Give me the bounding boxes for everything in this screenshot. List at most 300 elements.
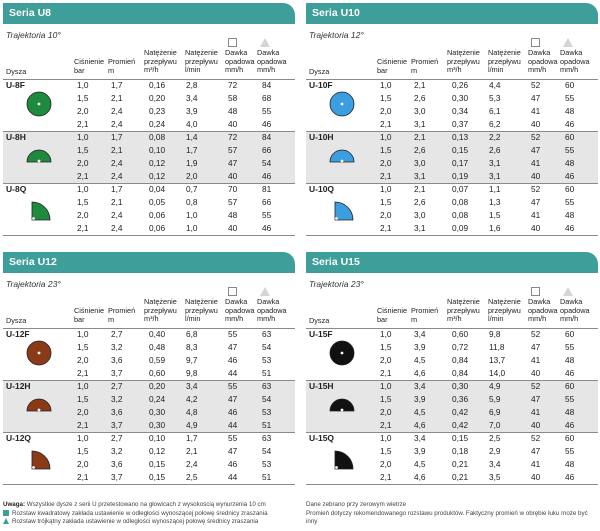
table-cell: 0,24	[149, 119, 166, 129]
table-cell: 55	[228, 329, 238, 339]
column-header-text: Promień m	[108, 57, 136, 75]
table-cell: 0,08	[149, 132, 166, 142]
column-header-text: Ciśnienie bar	[377, 57, 408, 75]
table-cell: 2,4	[111, 171, 123, 181]
column-header-cisnienie	[74, 58, 104, 75]
column-header-text: Natężenie przepływu l/min	[185, 297, 218, 324]
series-panel	[306, 252, 598, 500]
table-cell: 51	[262, 368, 272, 378]
nozzle-group	[306, 328, 598, 380]
table-cell: 2,1	[77, 368, 89, 378]
table-cell: 2,5	[186, 472, 198, 482]
table-cell: 0,17	[452, 158, 469, 168]
table-row	[3, 380, 295, 393]
table-cell: 3,7	[111, 368, 123, 378]
table-cell: 2,7	[111, 329, 123, 339]
table-cell: 60	[565, 381, 575, 391]
table-cell: 0,16	[149, 80, 166, 90]
table-cell: 3,6	[111, 407, 123, 417]
nozzle-group	[3, 183, 295, 235]
table-cell: 2,9	[489, 446, 501, 456]
column-header-text: Ciśnienie bar	[377, 306, 408, 324]
table-cell: 2,1	[77, 472, 89, 482]
column-header-text: Promień m	[411, 57, 439, 75]
row-divider	[306, 432, 598, 433]
table-cell: 63	[262, 433, 272, 443]
table-cell: 2,7	[111, 433, 123, 443]
table-cell: 51	[262, 472, 272, 482]
table-cell: 3,4	[414, 329, 426, 339]
square-spacing-icon	[3, 510, 9, 516]
triangle-spacing-icon	[3, 518, 9, 524]
table-row	[3, 432, 295, 445]
table-cell: 2,4	[186, 459, 198, 469]
table-cell: 0,40	[149, 329, 166, 339]
table-cell: 3,2	[111, 394, 123, 404]
series-title: Seria U10	[306, 3, 598, 24]
table-cell: 2,0	[380, 158, 392, 168]
table-cell: 1,0	[380, 184, 392, 194]
table-cell: 55	[228, 433, 238, 443]
column-header-cisnienie	[377, 58, 407, 75]
table-cell: 1,0	[186, 223, 198, 233]
table-cell: 6,9	[489, 407, 501, 417]
table-cell: 54	[262, 394, 272, 404]
footer-left	[3, 501, 299, 527]
table-row	[3, 419, 295, 432]
column-header-promien	[411, 307, 438, 324]
table-row	[3, 105, 295, 118]
table-cell: 0,20	[149, 93, 166, 103]
table-cell: 48	[565, 106, 575, 116]
table-cell: 0,10	[149, 433, 166, 443]
table-cell: 1,1	[489, 184, 501, 194]
table-row	[3, 157, 295, 170]
row-divider	[3, 432, 295, 433]
table-cell: 52	[531, 184, 541, 194]
table-cell: 3,1	[414, 119, 426, 129]
table-cell: 2,1	[380, 472, 392, 482]
table-cell: 0,30	[149, 407, 166, 417]
table-cell: 3,9	[186, 106, 198, 116]
series-table	[306, 273, 598, 500]
table-cell: 55	[565, 342, 575, 352]
column-header-text: Natężenie przepływu l/min	[488, 297, 521, 324]
table-cell: 3,6	[111, 355, 123, 365]
table-row	[3, 341, 295, 354]
table-cell: 2,0	[77, 355, 89, 365]
triangle-spacing-icon	[563, 38, 573, 47]
table-cell: 2,1	[380, 420, 392, 430]
table-cell: 6,8	[186, 329, 198, 339]
nozzle-name: U-10F	[309, 80, 333, 90]
table-cell: 44	[228, 472, 238, 482]
table-cell: 4,9	[489, 381, 501, 391]
table-cell: 2,1	[380, 223, 392, 233]
table-cell: 66	[262, 197, 272, 207]
nozzle-group	[306, 131, 598, 183]
table-cell: 57	[228, 197, 238, 207]
table-cell: 4,4	[489, 80, 501, 90]
row-divider	[3, 380, 295, 381]
table-cell: 40	[228, 119, 238, 129]
table-cell: 0,08	[452, 210, 469, 220]
table-cell: 1,5	[380, 446, 392, 456]
table-cell: 47	[531, 93, 541, 103]
table-cell: 0,09	[452, 223, 469, 233]
table-cell: 3,1	[489, 158, 501, 168]
table-cell: 41	[531, 158, 541, 168]
column-header-text: Dawka opadowa mm/h	[528, 297, 558, 324]
table-cell: 1,0	[77, 329, 89, 339]
table-cell: 60	[565, 433, 575, 443]
series-panel	[3, 3, 295, 251]
table-cell: 41	[531, 407, 541, 417]
table-cell: 3,1	[414, 223, 426, 233]
table-row	[306, 222, 598, 235]
table-cell: 3,9	[414, 446, 426, 456]
table-cell: 47	[531, 342, 541, 352]
table-cell: 1,9	[186, 158, 198, 168]
table-cell: 3,9	[414, 394, 426, 404]
footer-note-text: Wszystkie dysze z serii U przetestowano na głowicach z wysokością wynurzenia 10 cm	[26, 501, 266, 508]
column-header-text: Dawka opadowa mm/h	[560, 48, 590, 75]
square-spacing-icon	[228, 287, 237, 296]
table-cell: 40	[531, 223, 541, 233]
table-cell: 3,2	[111, 446, 123, 456]
table-cell: 1,7	[111, 132, 123, 142]
row-divider	[306, 235, 598, 236]
table-cell: 3,0	[414, 106, 426, 116]
table-cell: 0,12	[149, 158, 166, 168]
table-cell: 6,2	[489, 119, 501, 129]
table-cell: 2,6	[414, 145, 426, 155]
table-cell: 13,7	[489, 355, 506, 365]
table-cell: 2,6	[489, 145, 501, 155]
table-cell: 1,7	[111, 80, 123, 90]
table-cell: 46	[565, 368, 575, 378]
table-cell: 40	[531, 119, 541, 129]
table-cell: 2,1	[77, 420, 89, 430]
table-cell: 40	[228, 223, 238, 233]
table-cell: 2,1	[77, 119, 89, 129]
row-divider	[306, 380, 598, 381]
table-cell: 0,05	[149, 197, 166, 207]
table-cell: 3,1	[489, 171, 501, 181]
table-cell: 0,24	[149, 394, 166, 404]
table-row	[306, 406, 598, 419]
column-header-text: Promień m	[411, 306, 439, 324]
table-cell: 40	[531, 420, 541, 430]
table-cell: 2,0	[77, 106, 89, 116]
table-cell: 0,23	[149, 106, 166, 116]
table-row	[3, 183, 295, 196]
table-cell: 46	[262, 119, 272, 129]
table-cell: 0,19	[452, 171, 469, 181]
table-cell: 0,12	[149, 171, 166, 181]
table-row	[306, 393, 598, 406]
table-row	[3, 222, 295, 235]
table-row	[306, 419, 598, 432]
table-cell: 7,0	[489, 420, 501, 430]
table-cell: 54	[262, 446, 272, 456]
table-cell: 3,1	[414, 171, 426, 181]
table-row	[306, 92, 598, 105]
column-header-text: Dawka opadowa mm/h	[257, 48, 287, 75]
table-cell: 66	[262, 145, 272, 155]
table-cell: 1,0	[77, 381, 89, 391]
table-cell: 48	[565, 158, 575, 168]
table-cell: 2,6	[414, 93, 426, 103]
nozzle-name: U-8Q	[6, 184, 27, 194]
column-header-text: Ciśnienie bar	[74, 306, 105, 324]
table-cell: 81	[262, 184, 272, 194]
table-cell: 51	[262, 420, 272, 430]
table-cell: 41	[531, 106, 541, 116]
nozzle-name: U-8H	[6, 132, 26, 142]
table-cell: 52	[531, 80, 541, 90]
table-cell: 52	[531, 329, 541, 339]
table-cell: 2,7	[111, 381, 123, 391]
table-cell: 46	[565, 420, 575, 430]
table-cell: 1,0	[77, 184, 89, 194]
table-cell: 60	[565, 329, 575, 339]
table-cell: 47	[531, 446, 541, 456]
table-cell: 3,5	[489, 472, 501, 482]
column-header-natezenie_lmin	[185, 49, 218, 75]
table-cell: 63	[262, 381, 272, 391]
row-divider	[306, 131, 598, 132]
table-row	[3, 354, 295, 367]
table-cell: 6,1	[489, 106, 501, 116]
nozzle-group	[306, 432, 598, 484]
row-divider	[3, 79, 295, 80]
trajectory-label: Trajektoria 23°	[309, 279, 364, 289]
table-cell: 1,7	[186, 433, 198, 443]
table-cell: 0,30	[452, 381, 469, 391]
table-cell: 0,8	[186, 197, 198, 207]
table-cell: 84	[262, 80, 272, 90]
trajectory-label: Trajektoria 10°	[6, 30, 61, 40]
table-row	[306, 367, 598, 380]
nozzle-name: U-15H	[309, 381, 334, 391]
nozzle-group	[3, 131, 295, 183]
series-panel	[306, 3, 598, 251]
table-cell: 55	[262, 106, 272, 116]
table-cell: 1,5	[77, 93, 89, 103]
table-row	[3, 471, 295, 484]
table-cell: 47	[228, 446, 238, 456]
table-cell: 3,4	[489, 459, 501, 469]
table-cell: 72	[228, 80, 238, 90]
table-cell: 2,1	[414, 132, 426, 142]
table-cell: 1,0	[380, 433, 392, 443]
table-cell: 1,0	[77, 132, 89, 142]
table-cell: 2,1	[414, 80, 426, 90]
table-cell: 2,0	[77, 407, 89, 417]
table-cell: 53	[262, 459, 272, 469]
table-row	[306, 380, 598, 393]
series-table	[3, 273, 295, 500]
table-cell: 5,3	[489, 93, 501, 103]
column-header-natezenie_lmin	[488, 49, 521, 75]
column-header-text: Natężenie przepływu m³/h	[447, 48, 480, 75]
nozzle-name: U-10H	[309, 132, 334, 142]
table-cell: 55	[565, 446, 575, 456]
table-cell: 1,7	[111, 184, 123, 194]
square-spacing-icon	[531, 287, 540, 296]
nozzle-group	[3, 380, 295, 432]
nozzle-group	[306, 183, 598, 235]
column-header-text: Natężenie przepływu l/min	[488, 48, 521, 75]
table-cell: 47	[228, 158, 238, 168]
table-cell: 4,8	[186, 407, 198, 417]
footer-wind-note: Dane zebrano przy zerowym wietrze	[306, 501, 407, 508]
table-cell: 60	[565, 132, 575, 142]
table-cell: 11,8	[489, 342, 505, 352]
table-cell: 2,1	[186, 446, 198, 456]
table-cell: 2,0	[186, 171, 198, 181]
nozzle-name: U-12H	[6, 381, 31, 391]
column-header-text: Natężenie przepływu m³/h	[447, 297, 480, 324]
table-cell: 0,21	[452, 472, 469, 482]
table-cell: 1,0	[380, 132, 392, 142]
column-header-natezenie_lmin	[185, 298, 218, 324]
table-cell: 46	[565, 223, 575, 233]
table-cell: 0,72	[452, 342, 469, 352]
table-cell: 47	[228, 394, 238, 404]
table-row	[306, 105, 598, 118]
table-cell: 0,34	[452, 106, 469, 116]
column-header-natezenie_m2h	[144, 49, 177, 75]
table-cell: 1,5	[380, 93, 392, 103]
table-cell: 1,6	[489, 223, 501, 233]
table-row	[306, 328, 598, 341]
trajectory-label: Trajektoria 23°	[6, 279, 61, 289]
table-cell: 0,30	[149, 420, 166, 430]
table-cell: 2,0	[77, 210, 89, 220]
table-cell: 46	[262, 171, 272, 181]
table-cell: 72	[228, 132, 238, 142]
table-cell: 0,84	[452, 368, 469, 378]
table-cell: 41	[531, 459, 541, 469]
table-cell: 3,7	[111, 420, 123, 430]
table-cell: 46	[565, 119, 575, 129]
table-row	[3, 406, 295, 419]
column-header-dawka_sq	[528, 298, 558, 324]
row-divider	[3, 484, 295, 485]
table-cell: 0,60	[149, 368, 166, 378]
footer-triangle-note: Rozstaw trójkątny zakłada ustawienie w odległości wynoszącej połowę średnicy zraszania	[12, 518, 259, 525]
table-cell: 1,0	[380, 381, 392, 391]
table-cell: 4,2	[186, 394, 198, 404]
table-row	[306, 170, 598, 183]
table-cell: 41	[531, 355, 541, 365]
table-cell: 0,42	[452, 420, 469, 430]
table-cell: 40	[531, 368, 541, 378]
table-cell: 0,36	[452, 394, 469, 404]
table-cell: 9,7	[186, 355, 198, 365]
table-cell: 1,5	[77, 446, 89, 456]
table-cell: 55	[228, 381, 238, 391]
table-cell: 0,37	[452, 119, 469, 129]
row-divider	[3, 131, 295, 132]
footer-square-note: Rozstaw kwadratowy zakłada ustawienie w odległości wynoszącej połowę średnicy zraszania	[12, 509, 268, 517]
column-header-dawka_sq	[225, 298, 255, 324]
nozzle-group	[3, 432, 295, 484]
table-cell: 2,1	[380, 119, 392, 129]
table-cell: 4,0	[186, 119, 198, 129]
table-cell: 44	[228, 368, 238, 378]
triangle-spacing-icon	[260, 287, 270, 296]
column-header-dawka_tri	[560, 298, 590, 324]
table-cell: 2,1	[111, 197, 123, 207]
table-row	[3, 367, 295, 380]
table-cell: 58	[228, 93, 238, 103]
table-cell: 53	[262, 407, 272, 417]
table-cell: 46	[228, 407, 238, 417]
table-cell: 0,59	[149, 355, 166, 365]
table-row	[306, 445, 598, 458]
table-cell: 3,0	[414, 158, 426, 168]
table-cell: 1,4	[186, 132, 198, 142]
column-header-dawka_tri	[560, 49, 590, 75]
table-cell: 55	[565, 145, 575, 155]
table-cell: 2,1	[77, 223, 89, 233]
table-cell: 3,4	[414, 381, 426, 391]
table-cell: 0,18	[452, 446, 469, 456]
table-cell: 48	[565, 355, 575, 365]
table-cell: 1,0	[186, 210, 198, 220]
footer-note-label: Uwaga:	[3, 501, 26, 508]
table-cell: 1,5	[380, 342, 392, 352]
table-cell: 0,12	[149, 446, 166, 456]
table-cell: 0,48	[149, 342, 166, 352]
table-cell: 4,5	[414, 459, 426, 469]
column-header-natezenie_lmin	[488, 298, 521, 324]
table-cell: 52	[531, 381, 541, 391]
table-cell: 2,0	[77, 158, 89, 168]
column-header-promien	[108, 58, 135, 75]
table-cell: 41	[531, 210, 541, 220]
table-row	[306, 157, 598, 170]
table-cell: 60	[565, 184, 575, 194]
table-cell: 3,2	[111, 342, 123, 352]
table-cell: 2,5	[489, 433, 501, 443]
table-cell: 2,1	[380, 368, 392, 378]
table-cell: 3,7	[111, 472, 123, 482]
table-cell: 2,0	[380, 459, 392, 469]
table-cell: 4,6	[414, 472, 426, 482]
table-cell: 14,0	[489, 368, 506, 378]
table-cell: 47	[228, 342, 238, 352]
nozzle-group	[3, 79, 295, 131]
column-header-promien	[108, 307, 135, 324]
table-cell: 2,4	[111, 223, 123, 233]
table-row	[306, 432, 598, 445]
nozzle-group	[306, 380, 598, 432]
table-cell: 1,0	[77, 80, 89, 90]
table-cell: 1,5	[380, 145, 392, 155]
row-divider	[306, 79, 598, 80]
table-row	[3, 209, 295, 222]
table-cell: 55	[565, 197, 575, 207]
column-header-natezenie_m2h	[144, 298, 177, 324]
table-row	[306, 79, 598, 92]
table-cell: 2,0	[77, 459, 89, 469]
table-row	[3, 328, 295, 341]
row-divider	[3, 183, 295, 184]
